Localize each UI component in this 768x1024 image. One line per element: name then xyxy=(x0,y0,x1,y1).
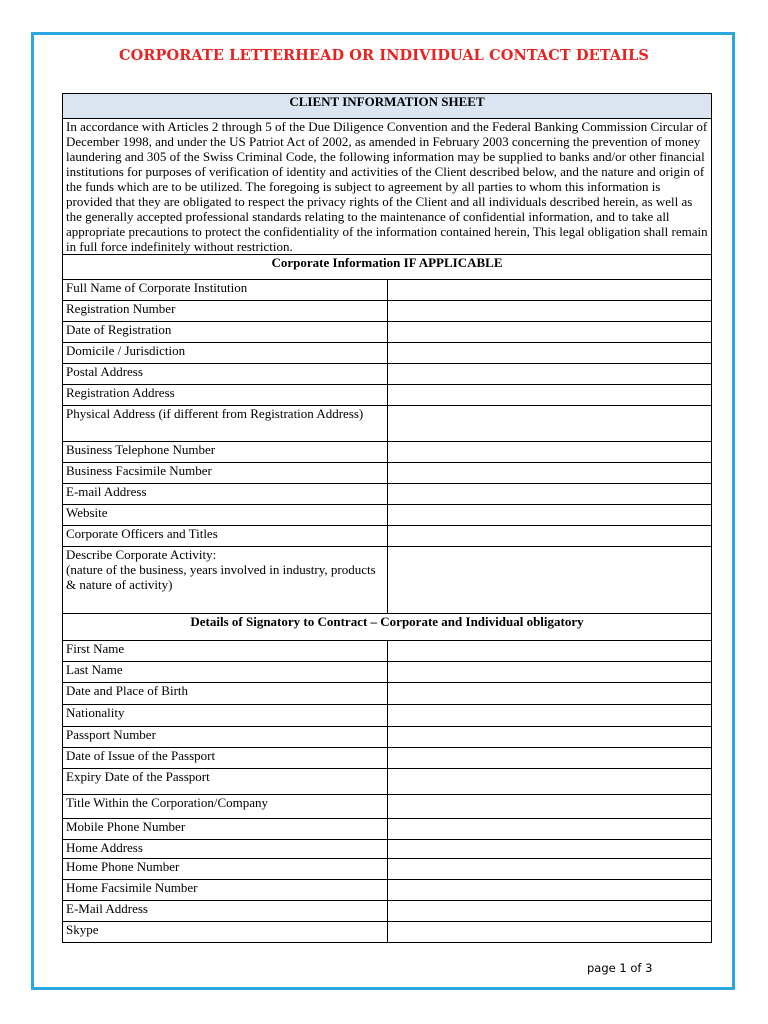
field-value[interactable] xyxy=(387,662,712,683)
field-value[interactable] xyxy=(387,526,712,547)
field-value[interactable] xyxy=(387,280,712,301)
form-row xyxy=(63,880,712,901)
form-row xyxy=(63,819,712,840)
field-value[interactable] xyxy=(387,769,712,795)
field-label: Date of Registration xyxy=(63,322,388,343)
corporate-section-heading: Corporate Information IF APPLICABLE xyxy=(63,255,712,280)
form-row xyxy=(63,322,712,343)
field-value[interactable] xyxy=(387,406,712,442)
field-value[interactable] xyxy=(387,505,712,526)
field-label: Passport Number xyxy=(63,727,388,748)
form-row xyxy=(63,343,712,364)
field-value[interactable] xyxy=(387,901,712,922)
form-row xyxy=(63,922,712,943)
form-row xyxy=(63,683,712,705)
field-value[interactable] xyxy=(387,463,712,484)
field-label: E-Mail Address xyxy=(63,901,388,922)
field-value[interactable] xyxy=(387,442,712,463)
form-row xyxy=(63,484,712,505)
form-row xyxy=(63,505,712,526)
form-row xyxy=(63,859,712,880)
form-row xyxy=(63,727,712,748)
field-value[interactable] xyxy=(387,748,712,769)
field-value[interactable] xyxy=(387,364,712,385)
form-row xyxy=(63,364,712,385)
form-row xyxy=(63,641,712,662)
form-row xyxy=(63,748,712,769)
field-label: Physical Address (if different from Registration Address) xyxy=(63,406,388,442)
field-value[interactable] xyxy=(387,705,712,727)
field-value[interactable] xyxy=(387,880,712,901)
field-label: Postal Address xyxy=(63,364,388,385)
field-value[interactable] xyxy=(387,547,712,614)
field-value[interactable] xyxy=(387,683,712,705)
form-row xyxy=(63,385,712,406)
field-label: Mobile Phone Number xyxy=(63,819,388,840)
field-value[interactable] xyxy=(387,859,712,880)
field-value[interactable] xyxy=(387,922,712,943)
form-row xyxy=(63,301,712,322)
letterhead-heading: CORPORATE LETTERHEAD OR INDIVIDUAL CONTACT DETAILS xyxy=(119,47,649,64)
field-label: Website xyxy=(63,505,388,526)
form-row xyxy=(63,840,712,859)
field-label: Nationality xyxy=(63,705,388,727)
form-row xyxy=(63,901,712,922)
field-label: First Name xyxy=(63,641,388,662)
form-row xyxy=(63,406,712,442)
form-row xyxy=(63,280,712,301)
field-label: Corporate Officers and Titles xyxy=(63,526,388,547)
field-label: Home Facsimile Number xyxy=(63,880,388,901)
field-value[interactable] xyxy=(387,343,712,364)
field-label: Full Name of Corporate Institution xyxy=(63,280,388,301)
field-label: Title Within the Corporation/Company xyxy=(63,795,388,819)
form-row xyxy=(63,705,712,727)
field-label: Business Telephone Number xyxy=(63,442,388,463)
field-value[interactable] xyxy=(387,819,712,840)
sheet-title: CLIENT INFORMATION SHEET xyxy=(63,94,712,119)
field-value[interactable] xyxy=(387,840,712,859)
field-value[interactable] xyxy=(387,641,712,662)
signatory-section-heading: Details of Signatory to Contract – Corporate and Individual obligatory xyxy=(63,614,712,641)
field-label: Business Facsimile Number xyxy=(63,463,388,484)
field-value[interactable] xyxy=(387,795,712,819)
field-label: Date of Issue of the Passport xyxy=(63,748,388,769)
field-label: Describe Corporate Activity: (nature of the business, years involved in industry, products & nature of activity) xyxy=(63,547,388,614)
form-row xyxy=(63,547,712,614)
form-row xyxy=(63,662,712,683)
form-row xyxy=(63,442,712,463)
field-label: E-mail Address xyxy=(63,484,388,505)
field-value[interactable] xyxy=(387,385,712,406)
legal-notice: In accordance with Articles 2 through 5 of the Due Diligence Convention and the Federal Banking Commission Circular of December 1998, and under the US Patriot Act of 2002, as amended in February 2003 concerning the prevention of money laundering and 305 of the Swiss Criminal Code, the following information may be supplied to banks and/or other financial institutions for purposes of verification of identity and activities of the Client described below, and the nature and origin of the funds which are to be utilized. The foregoing is subject to agreement by all parties to whom this information is provided that they are obligated to respect the privacy rights of the Client and all individuals described herein, as well as the generally accepted professional standards relating to the maintenance of confidential information, and to take all appropriate precautions to protect the confidentiality of the information contained herein, This legal obligation shall remain in full force indefinitely without restriction. xyxy=(63,119,712,255)
field-label: Home Phone Number xyxy=(63,859,388,880)
form-row xyxy=(63,795,712,819)
field-label: Last Name xyxy=(63,662,388,683)
field-value[interactable] xyxy=(387,484,712,505)
field-value[interactable] xyxy=(387,301,712,322)
field-label: Domicile / Jurisdiction xyxy=(63,343,388,364)
field-label: Skype xyxy=(63,922,388,943)
client-information-table xyxy=(62,93,712,943)
field-label: Expiry Date of the Passport xyxy=(63,769,388,795)
form-row xyxy=(63,526,712,547)
field-label: Registration Number xyxy=(63,301,388,322)
field-label: Date and Place of Birth xyxy=(63,683,388,705)
form-row xyxy=(63,769,712,795)
field-value[interactable] xyxy=(387,727,712,748)
field-value[interactable] xyxy=(387,322,712,343)
field-label: Home Address xyxy=(63,840,388,859)
form-row xyxy=(63,463,712,484)
page-number: page 1 of 3 xyxy=(587,961,653,975)
field-label: Registration Address xyxy=(63,385,388,406)
